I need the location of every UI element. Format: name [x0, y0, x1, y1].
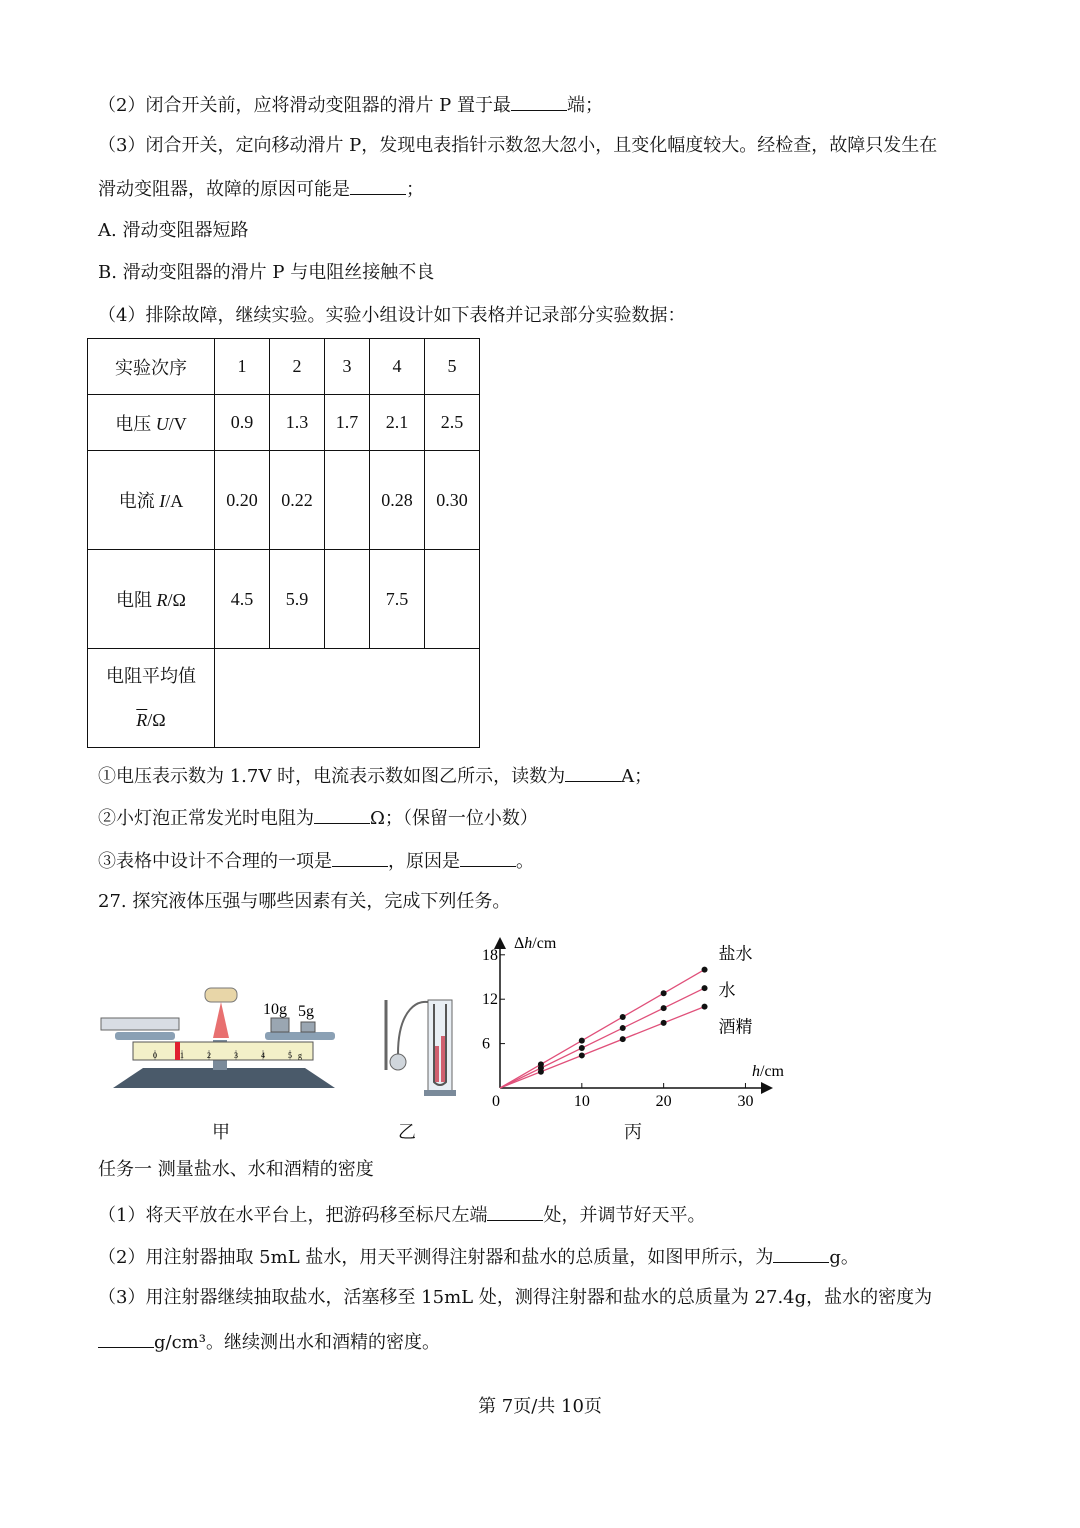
sub-question-1: [98, 763, 652, 789]
y-axis-label: [514, 935, 557, 952]
weight-5g-label: 5g: [298, 1003, 314, 1020]
answer-blank[interactable]: [487, 1202, 543, 1221]
s3-end-text: 。: [516, 851, 534, 872]
y-axis-label-prefix: Δ: [514, 935, 525, 952]
balance-scale-bar: [133, 1042, 313, 1060]
series-label: 酒精: [718, 1017, 753, 1037]
average-label: 电阻平均值: [106, 666, 196, 686]
data-point: [620, 1014, 626, 1020]
table-cell: 5.9: [270, 550, 325, 649]
task-1-q3-line1: （3）用注射器继续抽取盐水，活塞移至 15mL 处，测得注射器和盐水的总质量为 27.4g，盐水的密度为: [98, 1287, 933, 1308]
current-label: 电流: [118, 491, 160, 511]
answer-blank[interactable]: [511, 92, 567, 111]
scale-tick-label: 5: [288, 1051, 292, 1060]
table-cell: 4.5: [215, 550, 270, 649]
resistance-label-cell: [88, 550, 215, 649]
dial-icon: [205, 988, 237, 1002]
data-point: [620, 1025, 626, 1031]
s3-text: ③表格中设计不合理的一项是: [98, 851, 332, 872]
data-point: [702, 967, 708, 973]
data-point: [661, 1005, 667, 1011]
data-point: [579, 1045, 585, 1051]
option-b: B. 滑动变阻器的滑片 P 与电阻丝接触不良: [98, 262, 435, 283]
resistance-unit: /Ω: [167, 590, 186, 610]
q2-text: （2）闭合开关前，应将滑动变阻器的滑片 P 置于最: [98, 95, 512, 116]
voltage-label-cell: [88, 395, 215, 451]
option-a: A. 滑动变阻器短路: [98, 220, 249, 241]
table-cell: 0.22: [270, 451, 325, 550]
s2-text: ②小灯泡正常发光时电阻为: [98, 808, 314, 829]
origin-label: 0: [492, 1093, 500, 1110]
t1-text: （1）将天平放在水平台上，把游码移至标尺左端: [98, 1205, 488, 1226]
q2-end-text: 端；: [567, 95, 604, 116]
x-axis-label-unit: /cm: [760, 1063, 784, 1080]
data-point: [579, 1052, 585, 1058]
question-3-line2: [98, 176, 424, 202]
x-tick-label: 20: [655, 1093, 672, 1110]
manometer-figure: [378, 990, 468, 1100]
average-value-cell[interactable]: [215, 649, 480, 748]
scale-tick-label: 2: [207, 1051, 211, 1060]
x-tick-label: 30: [737, 1093, 754, 1110]
page-footer: 第 7页/共 10页: [478, 1396, 602, 1417]
manometer-base: [424, 1090, 456, 1096]
table-row: [88, 451, 480, 550]
table-row: [88, 649, 480, 748]
y-tick-label: 6: [482, 1035, 490, 1053]
question-3-line1: （3）闭合开关，定向移动滑片 P，发现电表指针示数忽大忽小，且变化幅度较大。经检查，故障只发生在: [98, 135, 938, 156]
t3-end-text: g/cm³。继续测出水和酒精的密度。: [154, 1332, 440, 1353]
y-axis-label-var: h: [524, 935, 533, 952]
average-unit: /Ω: [147, 710, 166, 730]
scale-tick-label: 4: [261, 1051, 265, 1060]
answer-blank[interactable]: [773, 1244, 829, 1263]
scale-tick-label: 1: [180, 1051, 184, 1060]
table-cell: 2.5: [425, 395, 480, 451]
data-point: [661, 1020, 667, 1026]
series-label: 盐水: [718, 944, 753, 964]
figure-yi-caption: 乙: [398, 1122, 416, 1143]
question-27: 27. 探究液体压强与哪些因素有关，完成下列任务。: [98, 891, 511, 912]
t2-end-text: g。: [829, 1247, 859, 1268]
x-axis-label-var: h: [752, 1063, 760, 1080]
s3-mid-text: ，原因是: [388, 851, 460, 872]
figure-jia-caption: 甲: [212, 1122, 230, 1143]
series-line: [500, 988, 705, 1088]
weight-5g-icon: [301, 1022, 315, 1032]
table-header-cell: 5: [425, 339, 480, 395]
table-header-cell: 4: [370, 339, 425, 395]
balance-figure: [95, 980, 345, 1100]
average-symbol: $\overline{R}$: [136, 710, 148, 730]
average-label-cell: [88, 649, 215, 748]
table-cell: 0.30: [425, 451, 480, 550]
task-1-heading: 任务一 测量盐水、水和酒精的密度: [98, 1159, 374, 1180]
task-1-q3-line2: [98, 1329, 440, 1355]
table-header-cell: 1: [215, 339, 270, 395]
t2-text: （2）用注射器抽取 5mL 盐水，用天平测得注射器和盐水的总质量，如图甲所示，为: [98, 1247, 774, 1268]
table-cell: 1.3: [270, 395, 325, 451]
question-2: [98, 92, 603, 118]
sub-question-2: [98, 805, 538, 831]
answer-blank[interactable]: [350, 176, 406, 195]
resistance-label: 电阻: [116, 590, 157, 610]
data-point: [538, 1069, 544, 1075]
y-axis-label-unit: /cm: [532, 935, 557, 952]
task-1-q2: [98, 1244, 859, 1270]
table-cell: 7.5: [370, 550, 425, 649]
voltage-unit: /V: [168, 413, 187, 434]
table-cell: 1.7: [325, 395, 370, 451]
table-row: [88, 395, 480, 451]
pointer-icon: [213, 1002, 229, 1038]
y-tick-label: 12: [482, 991, 498, 1009]
table-row: [88, 550, 480, 649]
table-cell[interactable]: [425, 550, 480, 649]
balance-base: [113, 1068, 335, 1088]
x-axis-label: [752, 1063, 785, 1080]
table-cell[interactable]: [325, 550, 370, 649]
q3-end-text: ；: [406, 179, 424, 200]
scale-tick-label: 3: [234, 1051, 238, 1060]
data-point: [702, 1004, 708, 1010]
answer-blank[interactable]: [98, 1329, 154, 1348]
voltage-label: 电压: [115, 413, 156, 434]
scale-tick-label: 0: [153, 1051, 157, 1060]
liquid-left: [435, 1046, 439, 1082]
depth-chart: [470, 928, 800, 1113]
voltage-symbol: U: [155, 413, 169, 434]
resistance-symbol: R: [156, 590, 168, 610]
table-cell: 2.1: [370, 395, 425, 451]
answer-blank[interactable]: [565, 763, 621, 782]
series-line: [500, 1007, 705, 1088]
series-line: [500, 970, 705, 1088]
probe-head-icon: [390, 1054, 406, 1070]
s1-end-text: A；: [621, 766, 653, 787]
q3-text: 滑动变阻器，故障的原因可能是: [98, 179, 350, 200]
table-header-cell: 实验次序: [88, 339, 215, 395]
s1-text: ①电压表示数为 1.7V 时，电流表示数如图乙所示，读数为: [98, 766, 566, 787]
data-point: [579, 1038, 585, 1044]
figure-bing-caption: 丙: [624, 1122, 642, 1143]
task-1-q1: [98, 1202, 705, 1228]
current-symbol: I: [159, 491, 166, 511]
data-point: [661, 990, 667, 996]
right-pan: [265, 1032, 335, 1040]
table-header-cell: 3: [325, 339, 370, 395]
s2-end-text: Ω；（保留一位小数）: [370, 808, 538, 829]
series-label: 水: [718, 981, 736, 1001]
scale-unit: g: [298, 1051, 302, 1060]
table-row: [88, 339, 480, 395]
current-label-cell: [88, 451, 215, 550]
table-cell: 0.20: [215, 451, 270, 550]
data-point: [620, 1036, 626, 1042]
table-cell[interactable]: [325, 451, 370, 550]
sub-question-3: [98, 848, 534, 874]
answer-blank[interactable]: [332, 848, 388, 867]
liquid-right: [441, 1036, 445, 1082]
x-tick-label: 10: [573, 1093, 590, 1110]
y-tick-label: 18: [482, 946, 498, 964]
current-unit: /A: [165, 491, 184, 511]
syringe-icon: [101, 1018, 179, 1030]
data-point: [702, 985, 708, 991]
t1-end-text: 处，并调节好天平。: [543, 1205, 706, 1226]
answer-blank[interactable]: [460, 848, 516, 867]
table-cell: 0.28: [370, 451, 425, 550]
data-table: [87, 338, 480, 748]
average-symbol-line: [88, 698, 214, 742]
table-cell: 0.9: [215, 395, 270, 451]
weight-10g-icon: [271, 1018, 289, 1032]
question-4: （4）排除故障，继续实验。实验小组设计如下表格并记录部分实验数据：: [98, 305, 686, 326]
manometer-board: [428, 1000, 452, 1092]
weight-10g-label: 10g: [263, 1001, 287, 1018]
table-header-cell: 2: [270, 339, 325, 395]
answer-blank[interactable]: [314, 805, 370, 824]
left-pan: [115, 1032, 175, 1040]
